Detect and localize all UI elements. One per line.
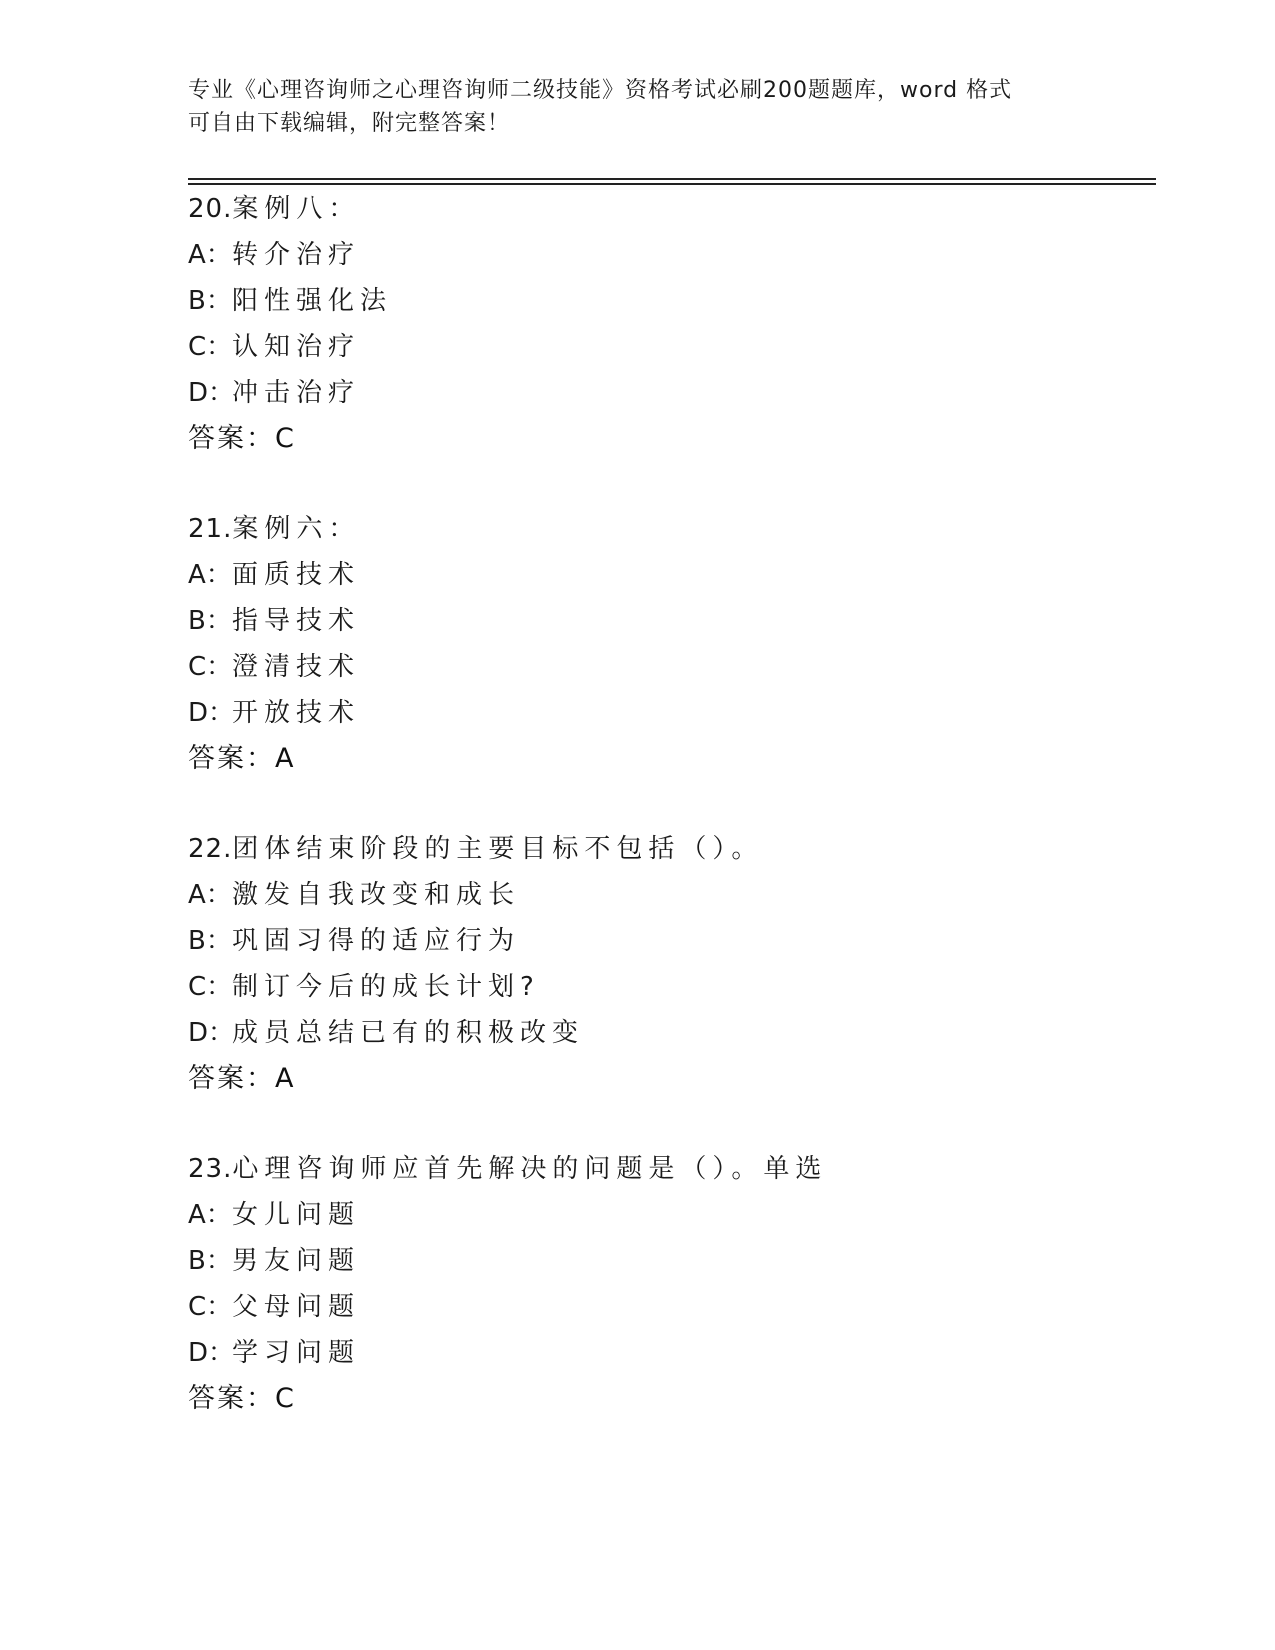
option-b (188, 598, 1148, 644)
option-text: 父母问题 (232, 1292, 361, 1322)
question-text: 团体结束阶段的主要目标不包括（）。 (232, 834, 764, 864)
option-key: A： (188, 880, 232, 910)
question-stem (188, 186, 1148, 232)
option-text: 指导技术 (232, 606, 361, 636)
option-text: 冲击治疗 (232, 378, 361, 408)
option-key: A： (188, 560, 232, 590)
option-text: 制订今后的成长计划? (232, 972, 540, 1002)
option-text: 开放技术 (232, 698, 361, 728)
header-divider-bottom (188, 183, 1156, 185)
option-key: B： (188, 286, 232, 316)
question-block-20 (188, 186, 1148, 462)
answer-line: 答案：C (188, 423, 296, 454)
option-text: 激发自我改变和成长 (232, 880, 521, 910)
option-text: 面质技术 (232, 560, 361, 590)
option-d (188, 1010, 1148, 1056)
option-key: C： (188, 652, 233, 682)
option-key: C： (188, 1292, 233, 1322)
option-a (188, 552, 1148, 598)
question-block-21 (188, 506, 1148, 782)
question-text: 心理咨询师应首先解决的问题是（）。单选 (232, 1154, 828, 1184)
question-text: 案例八： (232, 194, 361, 224)
option-b (188, 1238, 1148, 1284)
option-key: D： (188, 1018, 235, 1048)
option-c (188, 644, 1148, 690)
answer-line: 答案：A (188, 743, 296, 774)
option-c (188, 324, 1148, 370)
option-key: B： (188, 1246, 232, 1276)
question-block-23 (188, 1146, 1148, 1422)
option-key: A： (188, 1200, 232, 1230)
option-key: C： (188, 972, 233, 1002)
header-line-2: 可自由下载编辑，附完整答案！ (188, 111, 511, 136)
option-d (188, 1330, 1148, 1376)
option-key: D： (188, 378, 235, 408)
question-stem (188, 506, 1148, 552)
question-number: 22. (188, 834, 233, 864)
option-text: 认知治疗 (232, 332, 361, 362)
option-b (188, 918, 1148, 964)
option-key: C： (188, 332, 233, 362)
answer-line: 答案：A (188, 1063, 296, 1094)
option-text: 男友问题 (232, 1246, 361, 1276)
option-text: 女儿问题 (232, 1200, 361, 1230)
option-key: D： (188, 1338, 235, 1368)
option-key: A： (188, 240, 232, 270)
option-text: 成员总结已有的积极改变 (232, 1018, 585, 1048)
document-header (188, 74, 1068, 140)
option-text: 转介治疗 (232, 240, 361, 270)
answer-line: 答案：C (188, 1383, 296, 1414)
question-block-22 (188, 826, 1148, 1102)
question-number: 21. (188, 514, 233, 544)
option-text: 阳性强化法 (232, 286, 393, 316)
question-stem (188, 1146, 1148, 1192)
option-c (188, 964, 1148, 1010)
option-a (188, 872, 1148, 918)
question-stem (188, 826, 1148, 872)
header-line-1: 专业《心理咨询师之心理咨询师二级技能》资格考试必刷200题题库，word 格式 (188, 78, 1013, 103)
option-d (188, 690, 1148, 736)
question-text: 案例六： (232, 514, 361, 544)
option-key: B： (188, 606, 232, 636)
option-a (188, 232, 1148, 278)
option-key: D： (188, 698, 235, 728)
option-text: 澄清技术 (232, 652, 361, 682)
option-b (188, 278, 1148, 324)
option-key: B： (188, 926, 232, 956)
question-number: 23. (188, 1154, 233, 1184)
option-d (188, 370, 1148, 416)
question-number: 20. (188, 194, 233, 224)
option-text: 巩固习得的适应行为 (232, 926, 521, 956)
header-divider-top (188, 178, 1156, 180)
option-a (188, 1192, 1148, 1238)
option-c (188, 1284, 1148, 1330)
option-text: 学习问题 (232, 1338, 361, 1368)
